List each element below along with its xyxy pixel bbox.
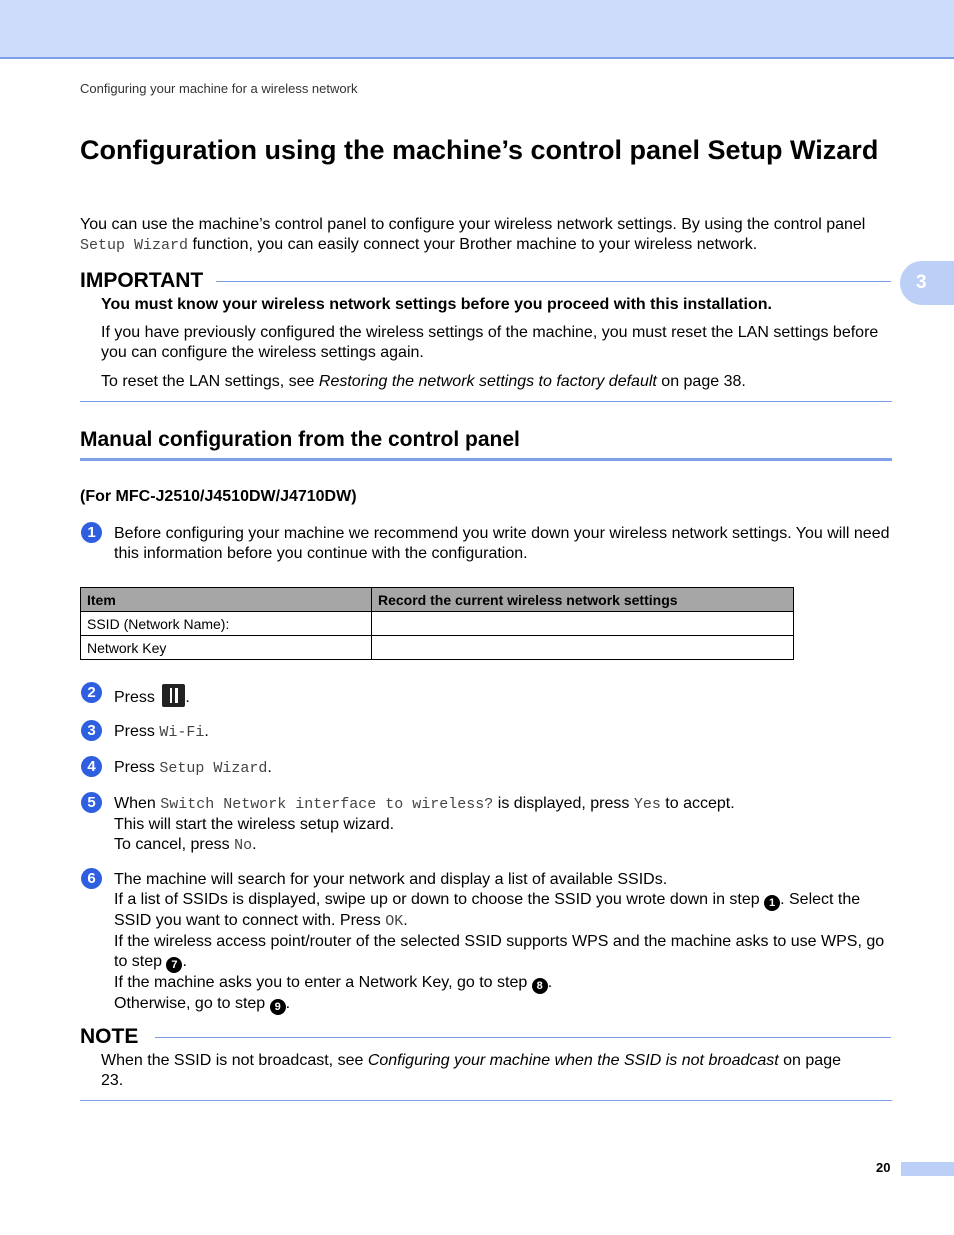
step-ref-9-badge: 9 (270, 999, 286, 1015)
step-3-badge: 3 (81, 720, 102, 741)
step-6-l5-after: . (285, 995, 291, 1012)
step-4-before: Press (114, 759, 160, 776)
page-title: Configuration using the machine’s control panel Setup Wizard (80, 135, 879, 165)
step-1-text: Before configuring your machine we recommend you write down your wireless network settings. You will need this information before you continue with the configuration. (114, 525, 890, 562)
table-row (81, 636, 794, 660)
step-ref-8-badge: 8 (532, 978, 548, 994)
tools-settings-icon[interactable] (162, 684, 185, 707)
page-number: 20 (876, 1160, 891, 1175)
wifi-button-label: Wi-Fi (159, 724, 205, 741)
step-6-l4-before: If the machine asks you to enter a Network Key, go to step (114, 974, 532, 991)
step-6-text (114, 870, 894, 1015)
step-6-l2-after: . (403, 912, 408, 929)
switch-network-prompt: Switch Network interface to wireless? (160, 796, 494, 813)
step-5-line-1 (114, 794, 894, 815)
chapter-tab: 3 (900, 261, 954, 305)
step-6-line-2 (114, 890, 894, 932)
step-6-l4-after: . (547, 974, 553, 991)
table-header-row (81, 588, 794, 612)
step-5-before: When (114, 795, 161, 812)
section-heading: Manual configuration from the control panel (80, 428, 520, 451)
setup-wizard-button-label: Setup Wizard (159, 760, 268, 777)
step-6-line-5 (114, 994, 894, 1015)
ok-button-label: OK (385, 913, 404, 930)
step-3-after: . (204, 723, 209, 740)
note-text-after: on page 23. (101, 1052, 841, 1089)
table-header-record: Record the current wireless network settings (372, 588, 794, 612)
step-5-after: to accept. (660, 795, 735, 812)
step-6-line-3 (114, 932, 894, 973)
table-row (81, 612, 794, 636)
step-2-before: Press (114, 689, 160, 706)
model-subheading: (For MFC-J2510/J4510DW/J4710DW) (80, 488, 357, 505)
step-5-badge: 5 (81, 792, 102, 813)
step-6-l3-before: If the wireless access point/router of the selected SSID supports WPS and the machine asks to use WPS, go to step (114, 933, 885, 970)
important-paragraph-2 (101, 372, 891, 392)
ssid-not-broadcast-link-text[interactable]: Configuring your machine when the SSID is not broadcast (367, 1052, 779, 1069)
intro-paragraph (80, 215, 892, 256)
breadcrumb: Configuring your machine for a wireless network (80, 81, 358, 96)
yes-button-label: Yes (633, 796, 661, 813)
table-cell-ssid-label: SSID (Network Name): (81, 612, 372, 636)
important-bold-line: You must know your wireless network settings before you proceed with this installation. (101, 296, 772, 313)
table-cell-network-key-label: Network Key (81, 636, 372, 660)
table-header-item: Item (81, 588, 372, 612)
note-text (101, 1051, 841, 1091)
important-bottom-rule (80, 401, 892, 402)
step-5-line-2: This will start the wireless setup wizard. (114, 816, 395, 833)
step-4-badge: 4 (81, 756, 102, 777)
step-6-badge: 6 (81, 868, 102, 889)
step-6-l2-mid: . Select the SSID you want to connect with. Press (114, 891, 861, 929)
table-cell-ssid-value (372, 612, 794, 636)
intro-text-before: You can use the machine’s control panel to configure your wireless network settings. By using the control panel (80, 216, 866, 233)
important-heading-rule (216, 281, 891, 282)
step-3-before: Press (114, 723, 160, 740)
important-paragraph-1: If you have previously configured the wireless settings of the machine, you must reset the LAN settings before you can configure the wireless settings again. (101, 324, 879, 361)
step-2-text (114, 684, 894, 708)
step-2-after: . (185, 689, 190, 706)
note-text-before: When the SSID is not broadcast, see (101, 1052, 368, 1069)
important-p2-after: on page 38. (656, 373, 746, 390)
note-heading-rule (155, 1037, 891, 1038)
step-6-line-1: The machine will search for your network and display a list of available SSIDs. (114, 871, 668, 888)
factory-reset-link-text[interactable]: Restoring the network settings to factory default (318, 373, 657, 390)
step-3-text (114, 722, 894, 743)
table-cell-network-key-value (372, 636, 794, 660)
page-tab-marker (901, 1162, 954, 1176)
no-button-label: No (234, 837, 253, 854)
step-ref-7-badge: 7 (166, 957, 182, 973)
intro-text-after: function, you can easily connect your Brother machine to your wireless network. (188, 236, 758, 253)
step-5-mid: is displayed, press (493, 795, 634, 812)
step-1-badge: 1 (81, 522, 102, 543)
section-heading-rule (80, 458, 892, 461)
step-5-l3-after: . (252, 836, 257, 853)
step-5-text (114, 794, 894, 856)
step-6-l3-after: . (182, 953, 187, 970)
note-heading: NOTE (80, 1025, 139, 1048)
important-heading: IMPORTANT (80, 269, 204, 292)
step-4-text (114, 758, 894, 779)
note-bottom-rule (80, 1100, 892, 1101)
step-6-l2-before: If a list of SSIDs is displayed, swipe up or down to choose the SSID you wrote down in step (114, 891, 765, 908)
step-6-line-4 (114, 973, 894, 994)
step-5-line-3 (114, 835, 894, 856)
step-5-l3-before: To cancel, press (114, 836, 235, 853)
step-ref-1-badge: 1 (764, 895, 780, 911)
intro-setup-wizard-term: Setup Wizard (80, 237, 189, 254)
wireless-settings-table (80, 587, 794, 660)
step-6-l5-before: Otherwise, go to step (114, 995, 270, 1012)
step-4-after: . (267, 759, 272, 776)
step-2-badge: 2 (81, 682, 102, 703)
important-p2-before: To reset the LAN settings, see (101, 373, 319, 390)
page-header-bar (0, 0, 954, 59)
